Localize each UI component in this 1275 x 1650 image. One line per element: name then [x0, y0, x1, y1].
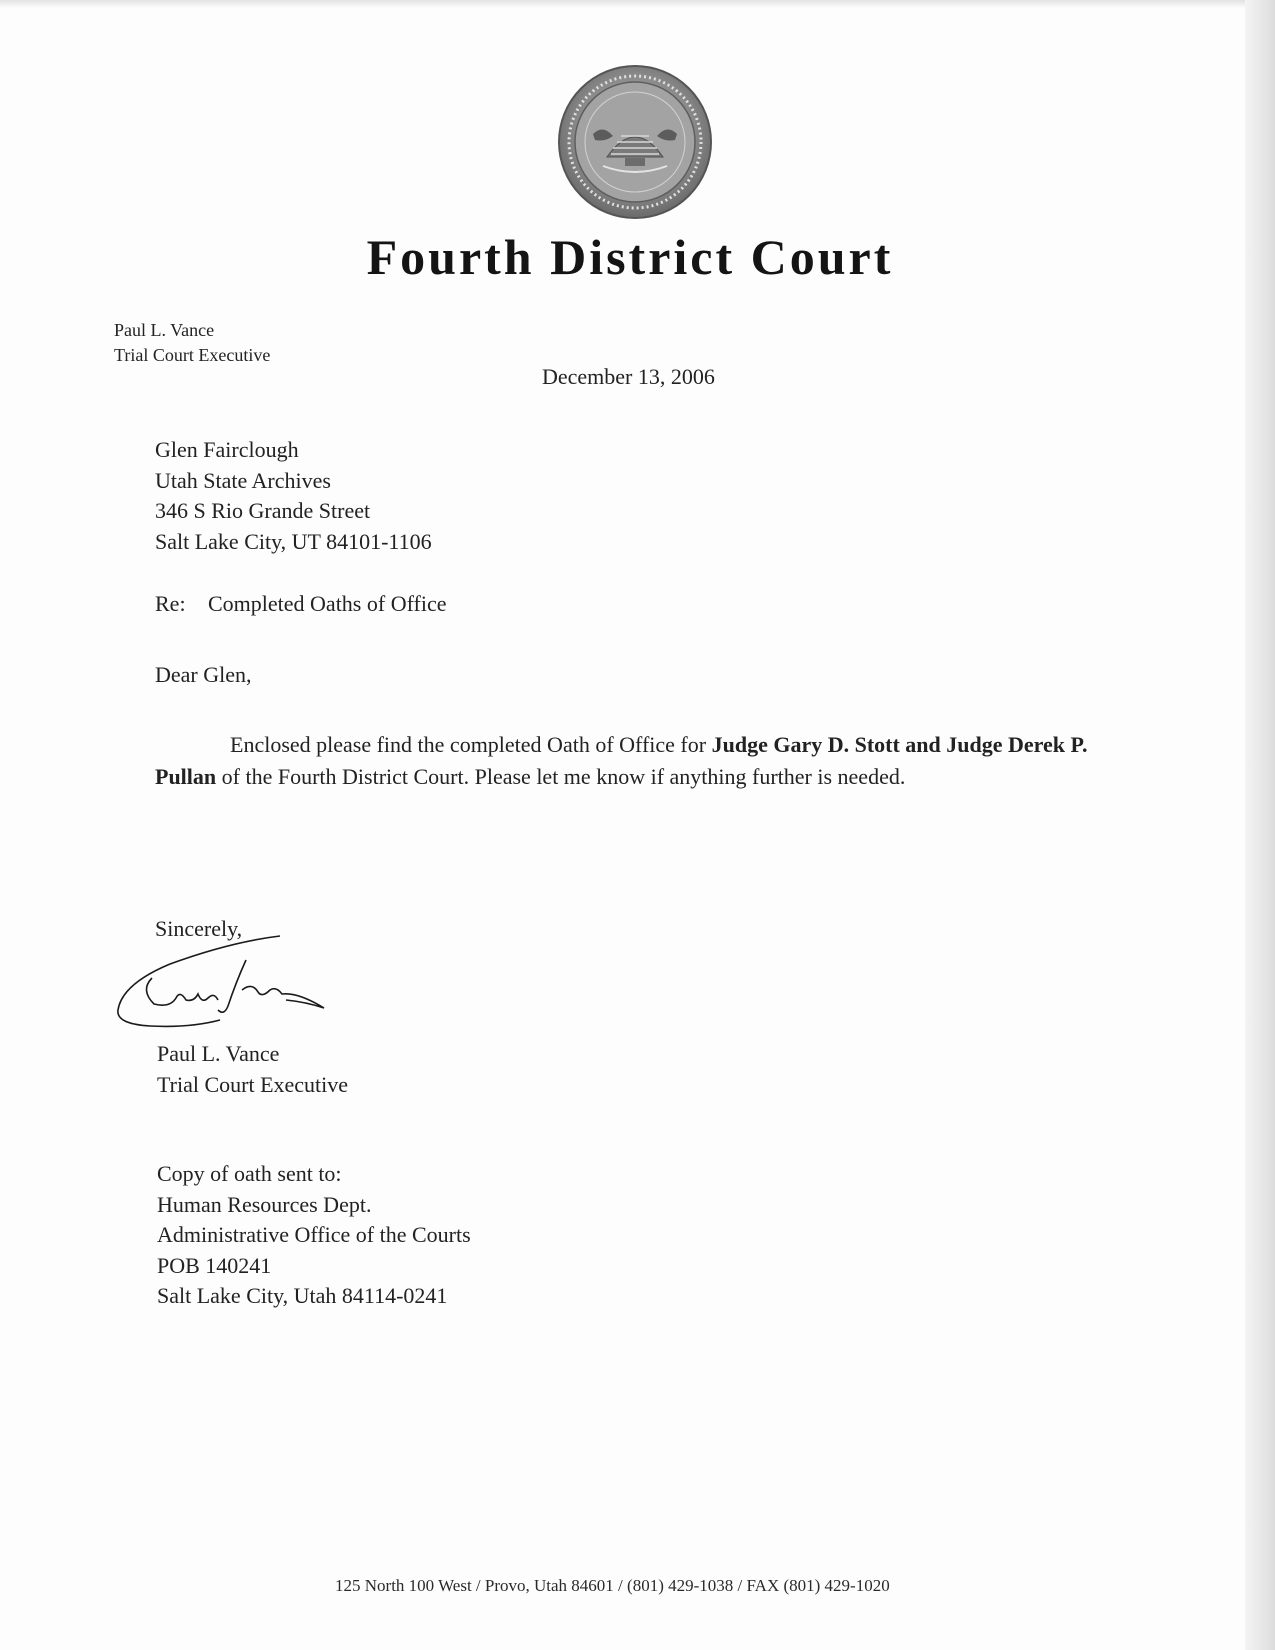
body-judges-names: Judge Gary D. Stott and Judge Derek P. Pullan	[155, 732, 1088, 789]
letterhead-executive-name: Paul L. Vance	[114, 320, 215, 340]
letter-date: December 13, 2006	[542, 364, 715, 389]
handwritten-signature-icon	[110, 928, 360, 1048]
recipient-organization: Utah State Archives	[155, 467, 331, 493]
recipient-name: Glen Fairclough	[155, 437, 299, 462]
scan-edge-right	[1245, 0, 1275, 1650]
recipient-street: 346 S Rio Grande Street	[155, 498, 371, 523]
recipient-address	[155, 435, 432, 557]
copy-to-line1: Human Resources Dept.	[157, 1191, 372, 1217]
copy-to-block	[157, 1159, 471, 1312]
copy-to-heading: Copy of oath sent to:	[157, 1161, 342, 1186]
subject-text: Completed Oaths of Office	[208, 591, 447, 616]
body-text-part1: Enclosed please find the completed Oath of Office for	[230, 732, 712, 757]
copy-to-line4: Salt Lake City, Utah 84114-0241	[157, 1283, 448, 1308]
copy-to-line2: Administrative Office of the Courts	[157, 1222, 471, 1247]
signer-title: Trial Court Executive	[157, 1072, 349, 1097]
closing: Sincerely,	[155, 916, 243, 941]
signer-name: Paul L. Vance	[157, 1041, 280, 1066]
body-paragraph	[155, 729, 1145, 793]
letterhead-footer: 125 North 100 West / Provo, Utah 84601 / (801) 429-1038 / FAX (801) 429-1020	[335, 1576, 890, 1595]
letterhead-executive-title: Trial Court Executive	[114, 345, 271, 365]
court-name-heading: Fourth District Court	[366, 229, 894, 285]
body-text-part2: of the Fourth District Court. Please let me know if anything further is needed.	[216, 764, 906, 789]
signer-block	[157, 1038, 348, 1100]
subject-label: Re:	[155, 591, 186, 616]
salutation: Dear Glen,	[155, 662, 252, 687]
copy-to-line3: POB 140241	[157, 1252, 272, 1278]
subject-line	[155, 591, 446, 617]
court-seal-icon	[555, 62, 715, 222]
letterhead-executive	[114, 318, 270, 368]
recipient-city: Salt Lake City, UT 84101-1106	[155, 528, 432, 554]
scan-edge-top	[0, 0, 1275, 8]
